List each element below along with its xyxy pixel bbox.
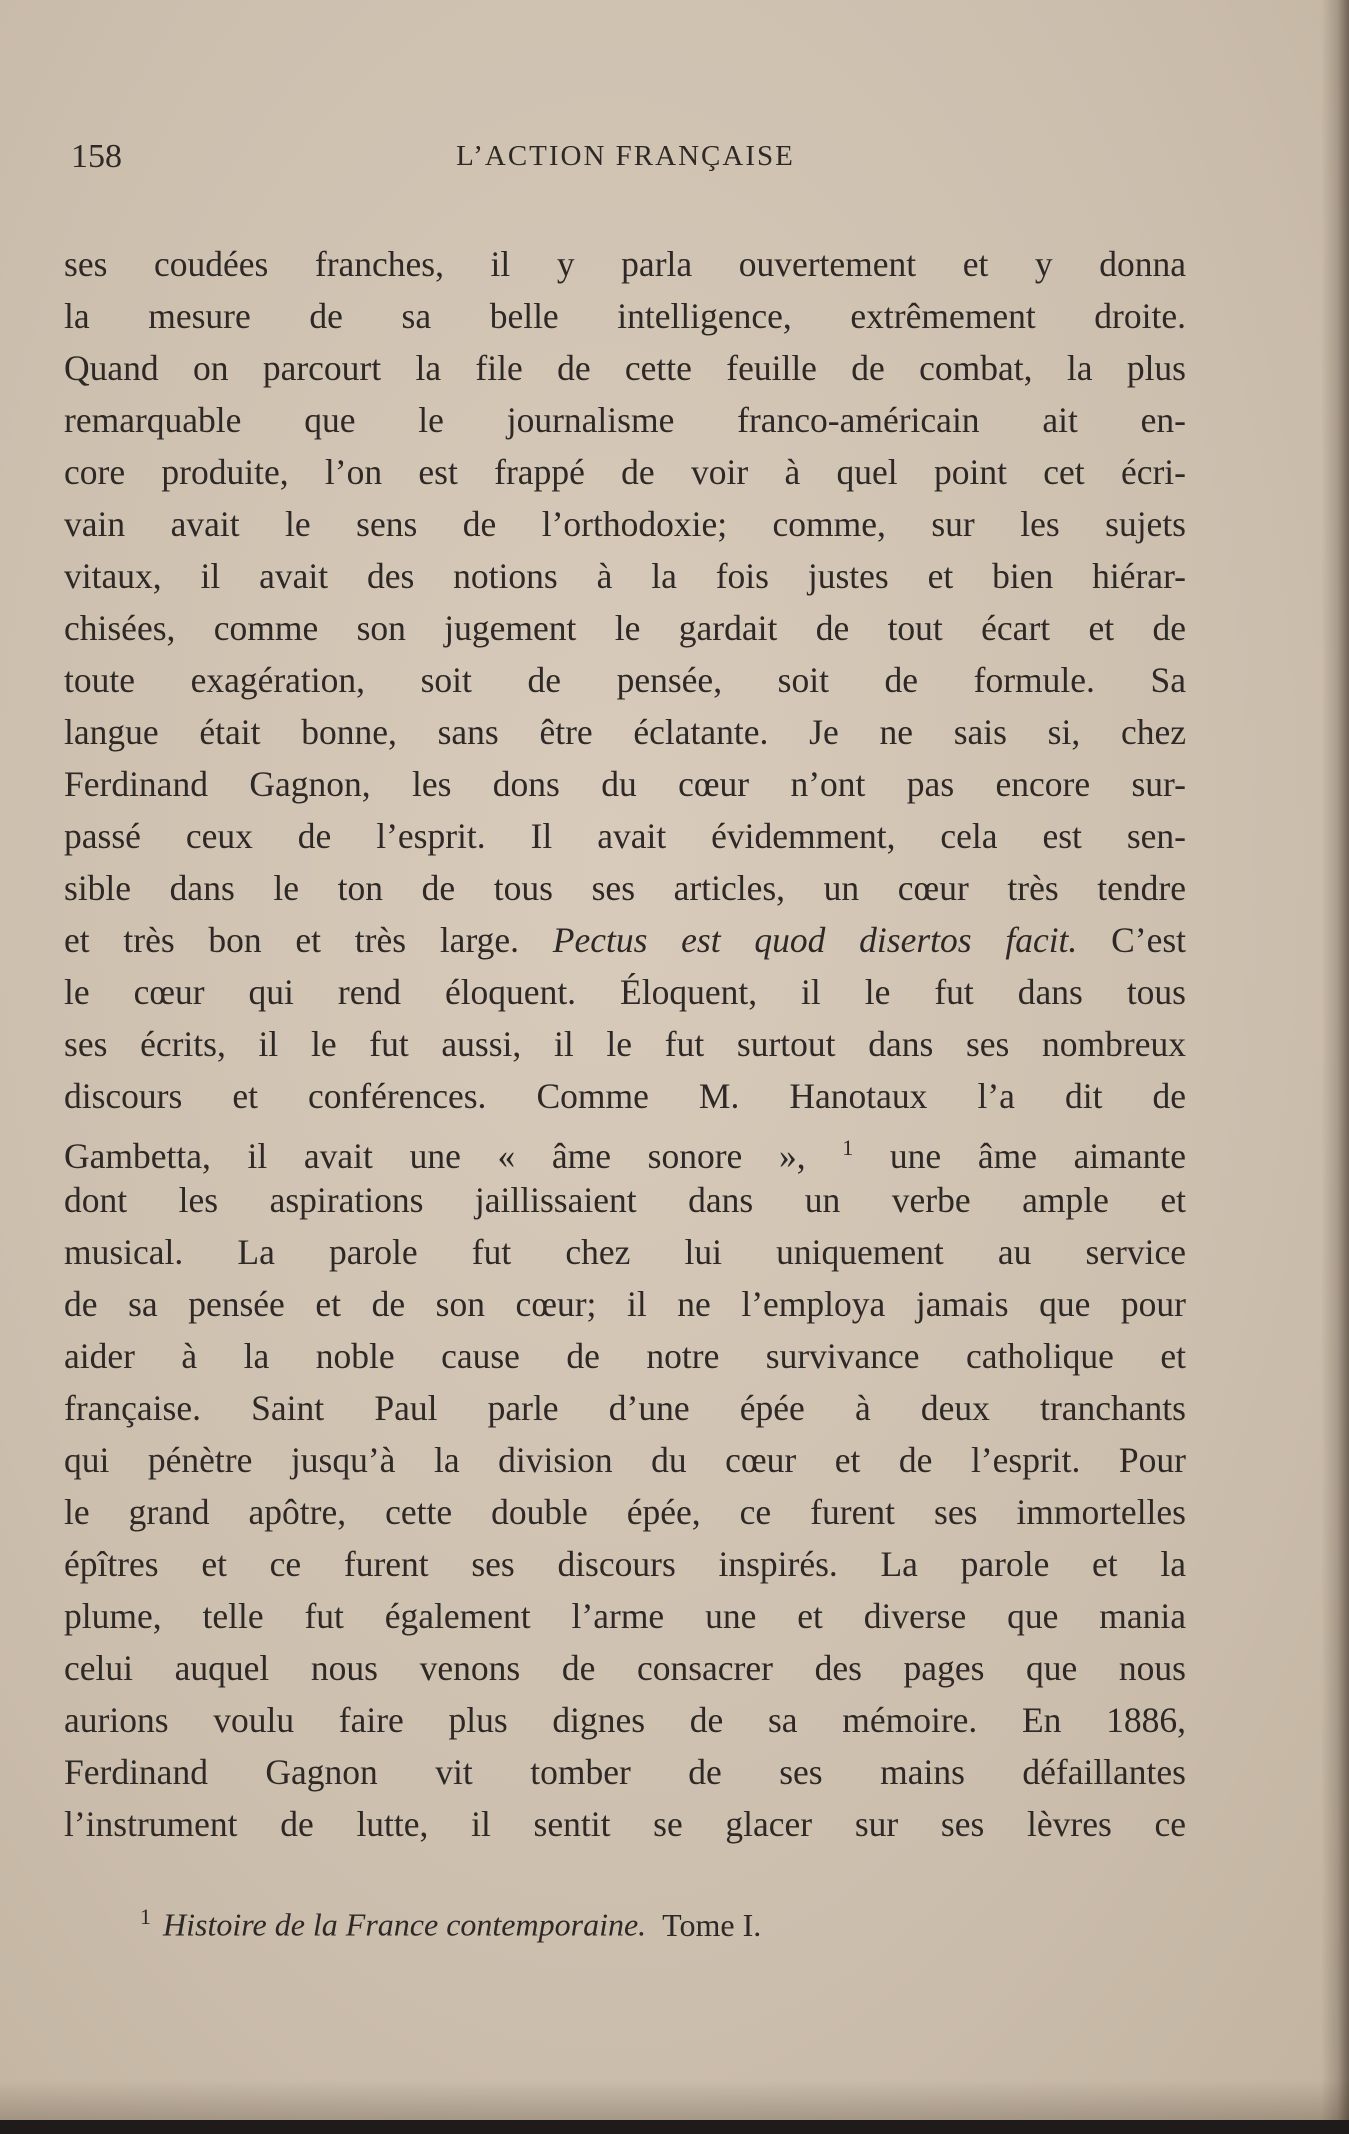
text-line: passé ceux de l’esprit. Il avait évidemment, cela est sen-	[64, 816, 1186, 856]
text-line: chisées, comme son jugement le gardait de tout écart et de	[64, 608, 1186, 648]
text-line: française. Saint Paul parle d’une épée à deux tranchants	[64, 1388, 1186, 1428]
text-line: langue était bonne, sans être éclatante. Je ne sais si, chez	[64, 712, 1186, 752]
text-line: celui auquel nous venons de consacrer des pages que nous	[64, 1648, 1186, 1688]
text-line: l’instrument de lutte, il sentit se glacer sur ses lèvres ce	[64, 1804, 1186, 1844]
text-line: toute exagération, soit de pensée, soit de formule. Sa	[64, 660, 1186, 700]
bottom-shadow	[0, 2080, 1349, 2120]
text-line: musical. La parole fut chez lui uniquement au service	[64, 1232, 1186, 1272]
running-head	[68, 138, 1183, 182]
text-line: discours et conférences. Comme M. Hanotaux l’a dit de	[64, 1076, 1186, 1116]
footnote-reference[interactable]: 1	[842, 1135, 854, 1160]
text-line: Ferdinand Gagnon vit tomber de ses mains défaillantes	[64, 1752, 1186, 1792]
text-line: aurions voulu faire plus dignes de sa mémoire. En 1886,	[64, 1700, 1186, 1740]
footnote-volume: Tome I.	[662, 1906, 762, 1943]
text-line: sible dans le ton de tous ses articles, un cœur très tendre	[64, 868, 1186, 908]
line-segment: et très bon et très large.	[64, 920, 553, 960]
text-line: la mesure de sa belle intelligence, extrêmement droite.	[64, 296, 1186, 336]
latin-quote: Pectus est quod disertos facit.	[552, 920, 1078, 960]
text-line: le grand apôtre, cette double épée, ce furent ses immortelles	[64, 1492, 1186, 1532]
running-title: L’ACTION FRANÇAISE	[456, 140, 795, 172]
text-line: de sa pensée et de son cœur; il ne l’employa jamais que pour	[64, 1284, 1186, 1324]
scan-bottom-band	[0, 2120, 1349, 2134]
text-line: ses coudées franches, il y parla ouvertement et y donna	[64, 244, 1186, 284]
line-segment: Gambetta, il avait une « âme sonore »,	[64, 1135, 843, 1176]
text-line-with-latin-quote	[64, 914, 1186, 966]
text-line: aider à la noble cause de notre survivance catholique et	[64, 1336, 1186, 1376]
page-number: 158	[71, 138, 122, 175]
footnote	[140, 1895, 940, 1947]
line-segment: C’est	[1077, 920, 1187, 960]
text-line: épîtres et ce furent ses discours inspirés. La parole et la	[64, 1544, 1186, 1584]
page-edge-shadow	[1321, 0, 1349, 2134]
text-line: core produite, l’on est frappé de voir à quel point cet écri-	[64, 452, 1186, 492]
text-line: le cœur qui rend éloquent. Éloquent, il le fut dans tous	[64, 972, 1186, 1012]
text-line: vitaux, il avait des notions à la fois justes et bien hiérar-	[64, 556, 1186, 596]
text-line: Ferdinand Gagnon, les dons du cœur n’ont pas encore sur-	[64, 764, 1186, 804]
line-segment: une âme aimante	[853, 1135, 1186, 1176]
text-line: Quand on parcourt la file de cette feuille de combat, la plus	[64, 348, 1186, 388]
text-line: qui pénètre jusqu’à la division du cœur et de l’esprit. Pour	[64, 1440, 1186, 1480]
text-line: remarquable que le journalisme franco-américain ait en-	[64, 400, 1186, 440]
text-line: vain avait le sens de l’orthodoxie; comme, sur les sujets	[64, 504, 1186, 544]
footnote-marker: 1	[140, 1904, 151, 1929]
text-line: plume, telle fut également l’arme une et diverse que mania	[64, 1596, 1186, 1636]
text-line: ses écrits, il le fut aussi, il le fut surtout dans ses nombreux	[64, 1024, 1186, 1064]
footnote-title: Histoire de la France contemporaine.	[163, 1906, 647, 1943]
text-line: dont les aspirations jaillissaient dans un verbe ample et	[64, 1180, 1186, 1220]
text-line-with-footnote-ref	[64, 1122, 1186, 1174]
body-text	[64, 238, 1186, 1850]
